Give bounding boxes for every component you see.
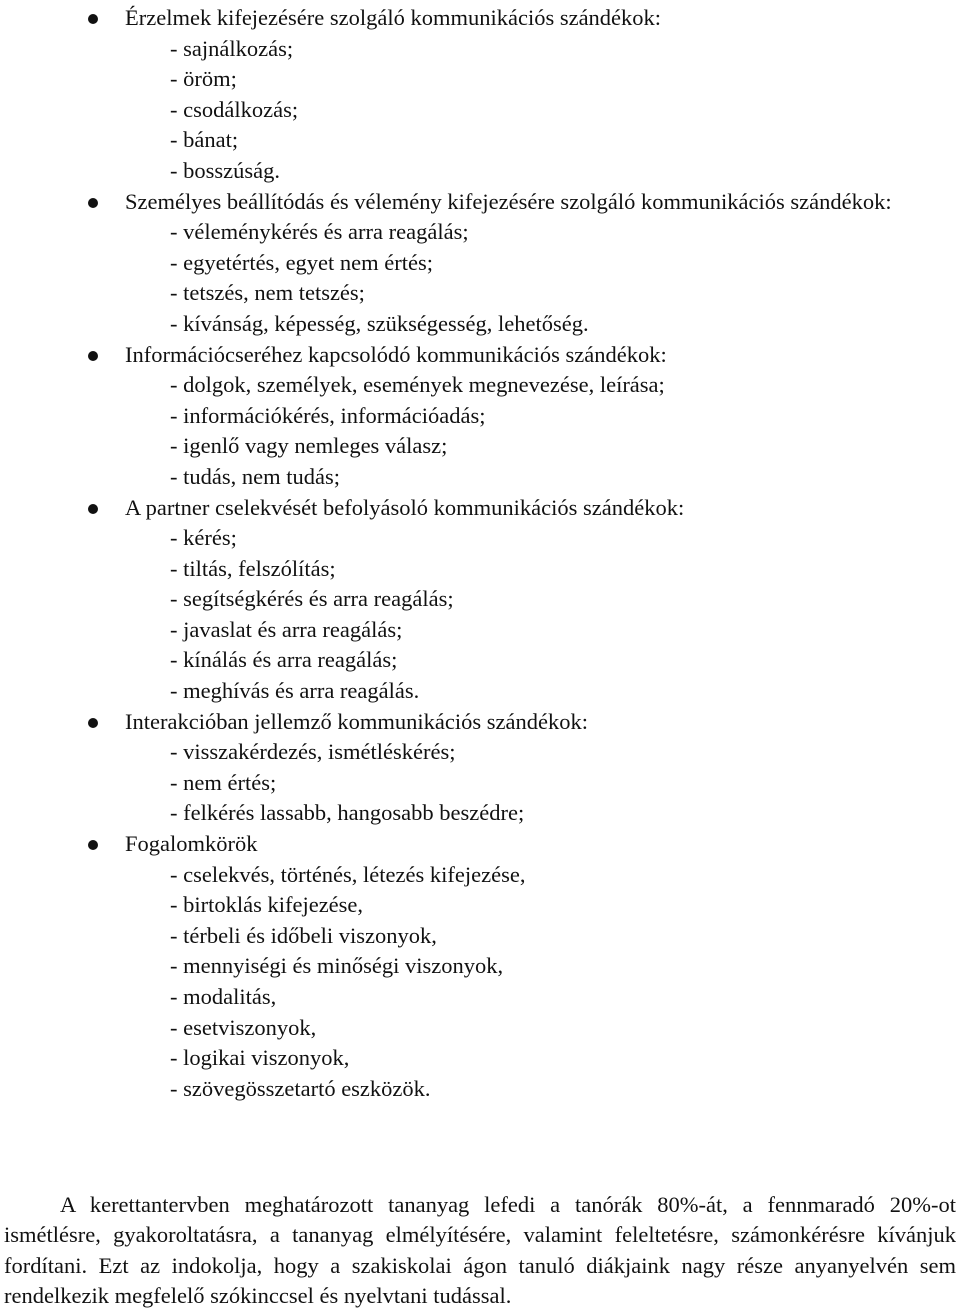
list-item: - javaslat és arra reagálás; [170,616,403,642]
bullet-section [0,493,960,707]
section-heading [0,829,960,860]
list-item: - visszakérdezés, ismétléskérés; [170,739,456,765]
bullet-dot-icon [88,504,98,514]
sub-item-list [0,523,960,707]
list-item: - csodálkozás; [170,96,299,122]
closing-paragraph: A kerettantervben meghatározott tananyag lefedi a tanórák 80%-át, a fennmaradó 20%-ot ismétlésre, gyakoroltatásra, a tananyag elmélyítésére, valamint feleltetésre, számonkérésre kívánjuk fordítani. Ezt az indokolja, hogy a szakiskolai ágon tanuló diákjaink nagy része anyanyelvén sem rendelkezik megfelelő szókinccsel és nyelvtani tudással. [4,1191,956,1309]
sub-item-list [0,737,960,829]
section-heading [0,3,960,34]
sub-item-list [0,860,960,1105]
list-item: - felkérés lassabb, hangosabb beszédre; [170,800,525,826]
bullet-section [0,707,960,829]
bullet-dot-icon [88,840,98,850]
list-item: - szövegösszetartó eszközök. [170,1075,431,1101]
list-item: - dolgok, személyek, események megnevezése, leírása; [170,372,665,398]
list-item: - logikai viszonyok, [170,1045,350,1071]
list-item: - birtoklás kifejezése, [170,892,364,918]
list-item: - igenlő vagy nemleges válasz; [170,433,448,459]
section-heading [0,707,960,738]
section-heading-text: Interakcióban jellemző kommunikációs szándékok: [125,708,588,734]
bullet-list [0,3,960,1104]
bullet-section [0,187,960,340]
section-heading [0,493,960,524]
bullet-dot-icon [88,198,98,208]
sub-item-list [0,34,960,187]
list-item: - kínálás és arra reagálás; [170,647,398,673]
sub-item-list [0,370,960,492]
section-heading-text: Fogalomkörök [125,831,258,857]
list-item: - kívánság, képesség, szükségesség, lehetőség. [170,310,589,336]
section-heading-text: A partner cselekvését befolyásoló kommunikációs szándékok: [125,494,685,520]
bullet-dot-icon [88,718,98,728]
list-item: - bánat; [170,127,239,153]
list-item: - tetszés, nem tetszés; [170,280,365,306]
bullet-dot-icon [88,351,98,361]
list-item: - esetviszonyok, [170,1014,317,1040]
list-item: - térbeli és időbeli viszonyok, [170,922,437,948]
list-item: - bosszúság. [170,157,280,183]
list-item: - modalitás, [170,984,277,1009]
list-item: - mennyiségi és minőségi viszonyok, [170,953,504,979]
section-heading-text: Érzelmek kifejezésére szolgáló kommunikációs szándékok: [125,5,662,30]
list-item: - öröm; [170,66,237,92]
list-item: - információkérés, információadás; [170,402,486,428]
list-item: - segítségkérés és arra reagálás; [170,586,454,612]
section-heading-text: Személyes beállítódás és vélemény kifejezésére szolgáló kommunikációs szándékok: [125,188,892,214]
bullet-section [0,3,960,187]
list-item: - sajnálkozás; [170,35,294,61]
list-item: - tiltás, felszólítás; [170,555,336,581]
list-item: - véleménykérés és arra reagálás; [170,219,469,245]
list-item: - meghívás és arra reagálás. [170,678,420,704]
bullet-section [0,340,960,493]
bullet-section [0,829,960,1104]
list-item: - nem értés; [170,769,277,795]
bullet-dot-icon [88,14,98,24]
list-item: - cselekvés, történés, létezés kifejezése, [170,861,526,887]
list-item: - tudás, nem tudás; [170,463,340,489]
section-heading [0,187,960,218]
section-heading-text: Információcseréhez kapcsolódó kommunikációs szándékok: [125,341,667,367]
list-item: - kérés; [170,525,237,551]
sub-item-list [0,217,960,339]
section-heading [0,340,960,371]
list-item: - egyetértés, egyet nem értés; [170,249,434,275]
